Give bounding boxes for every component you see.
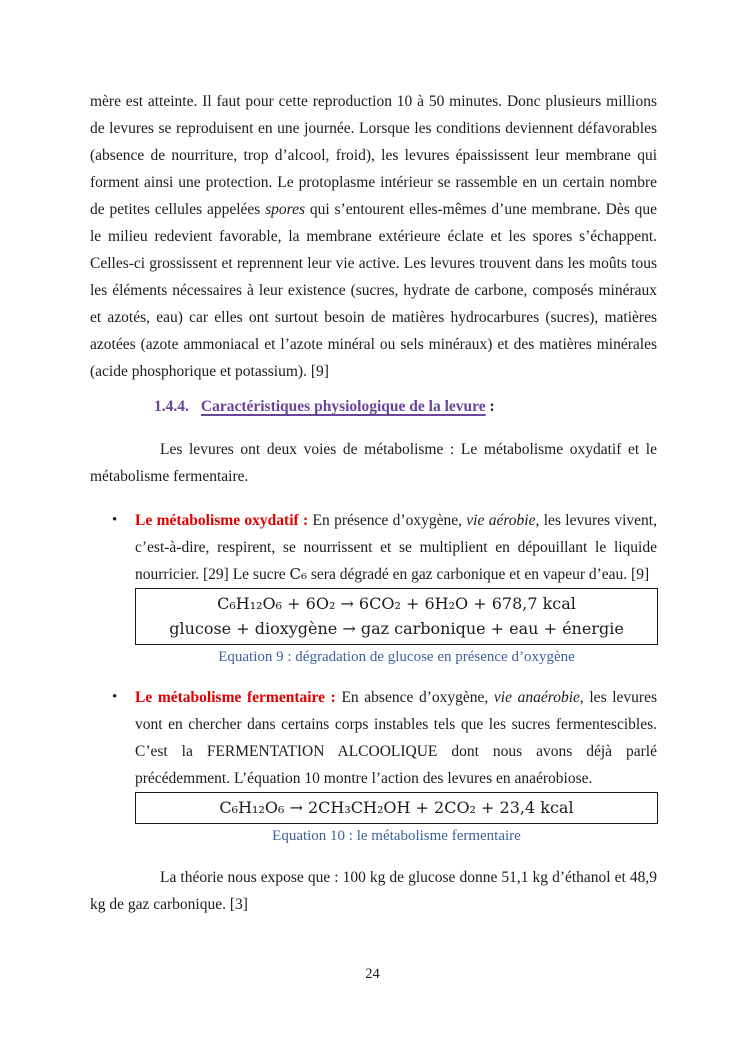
section-number: 1.4.4.	[154, 398, 189, 415]
equation-9-words: glucose + dioxygène → gaz carbonique + eau + énergie	[169, 619, 624, 638]
italic-term-spores: spores	[265, 201, 306, 218]
section-heading-colon: :	[485, 398, 495, 415]
page-number: 24	[365, 966, 380, 982]
paragraph-theory: La théorie nous expose que : 100 kg de glucose donne 51,1 kg d’éthanol et 48,9 kg de gaz carbonique. [3]	[90, 869, 657, 913]
paragraph-yeast-reproduction	[90, 88, 657, 385]
bullet-text: En absence d’oxygène,	[335, 689, 494, 706]
section-title: Caractéristiques physiologique de la levure	[200, 398, 486, 415]
equation-9-box	[135, 588, 658, 645]
section-heading-1-4-4	[154, 393, 657, 420]
bullet-oxidative-metabolism	[90, 507, 657, 588]
equation-10-formula: C₆H₁₂O₆ → 2CH₃CH₂OH + 2CO₂ + 23,4 kcal	[219, 798, 574, 817]
bullet-fermentative-metabolism	[90, 684, 657, 792]
equation-10-caption: Equation 10 : le métabolisme fermentaire	[272, 828, 521, 844]
equation-9-caption: Equation 9 : dégradation de glucose en présence d’oxygène	[218, 649, 575, 665]
bullet-text: sera dégradé en gaz carbonique et en vapeur d’eau. [9]	[307, 566, 650, 583]
bullet-icon: •	[112, 512, 118, 528]
fermentative-label: Le métabolisme fermentaire :	[135, 689, 336, 706]
italic-term-anaerobie: vie anaérobie	[493, 689, 580, 706]
bullet-text: , les levures vivent, c’est-à-dire, respirent, se nourrissent et se multiplient en dépouillant le liquide nourricier. [29] Le sucre	[135, 512, 657, 583]
paragraph-text: qui s’entourent elles-mêmes d’une membrane. Dès que le milieu redevient favorable, la membrane extérieure éclate et les spores s’échappent. Celles-ci grossissent et reprennent leur vie active. Les levures trouvent dans les moûts tous les éléments nécessaires à leur existence (sucres, hydrate de carbone, composés minéraux et azotés, eau) car elles ont surtout besoin de matières hydrocarbures (sucres), matières azotées (azote ammoniacal et l’azote minéral ou sels minéraux) et des matières minérales (acide phosphorique et potassium). [9]	[90, 201, 657, 380]
bullet-text: , les levures vont en chercher dans certains corps instables tels que les sucres fermentescibles. C’est la FERMENTATION ALCOOLIQUE dont nous avons déjà parlé précédemment. L’équation 10 montre l’action des levures en anaérobiose.	[135, 689, 657, 787]
inline-formula-c6: C₆	[289, 565, 308, 583]
page-content	[90, 88, 657, 918]
oxidative-label: Le métabolisme oxydatif :	[135, 512, 309, 529]
equation-9-formula: C₆H₁₂O₆ + 6O₂ → 6CO₂ + 6H₂O + 678,7 kcal	[217, 594, 576, 613]
bullet-text: En présence d’oxygène,	[308, 512, 467, 529]
equation-10-box	[135, 792, 658, 824]
paragraph-metabolism-intro: Les levures ont deux voies de métabolisme : Le métabolisme oxydatif et le métabolisme fermentaire.	[90, 441, 657, 485]
italic-term-aerobie: vie aérobie	[466, 512, 536, 529]
paragraph-text: mère est atteinte. Il faut pour cette reproduction 10 à 50 minutes. Donc plusieurs millions de levures se reproduisent en une journée. Lorsque les conditions deviennent défavorables (absence de nourriture, trop d’alcool, froid), les levures épaississent leur membrane qui forment ainsi une protection. Le protoplasme intérieur se rassemble en un certain nombre de petites cellules appelées	[90, 93, 657, 218]
bullet-icon: •	[112, 689, 118, 705]
